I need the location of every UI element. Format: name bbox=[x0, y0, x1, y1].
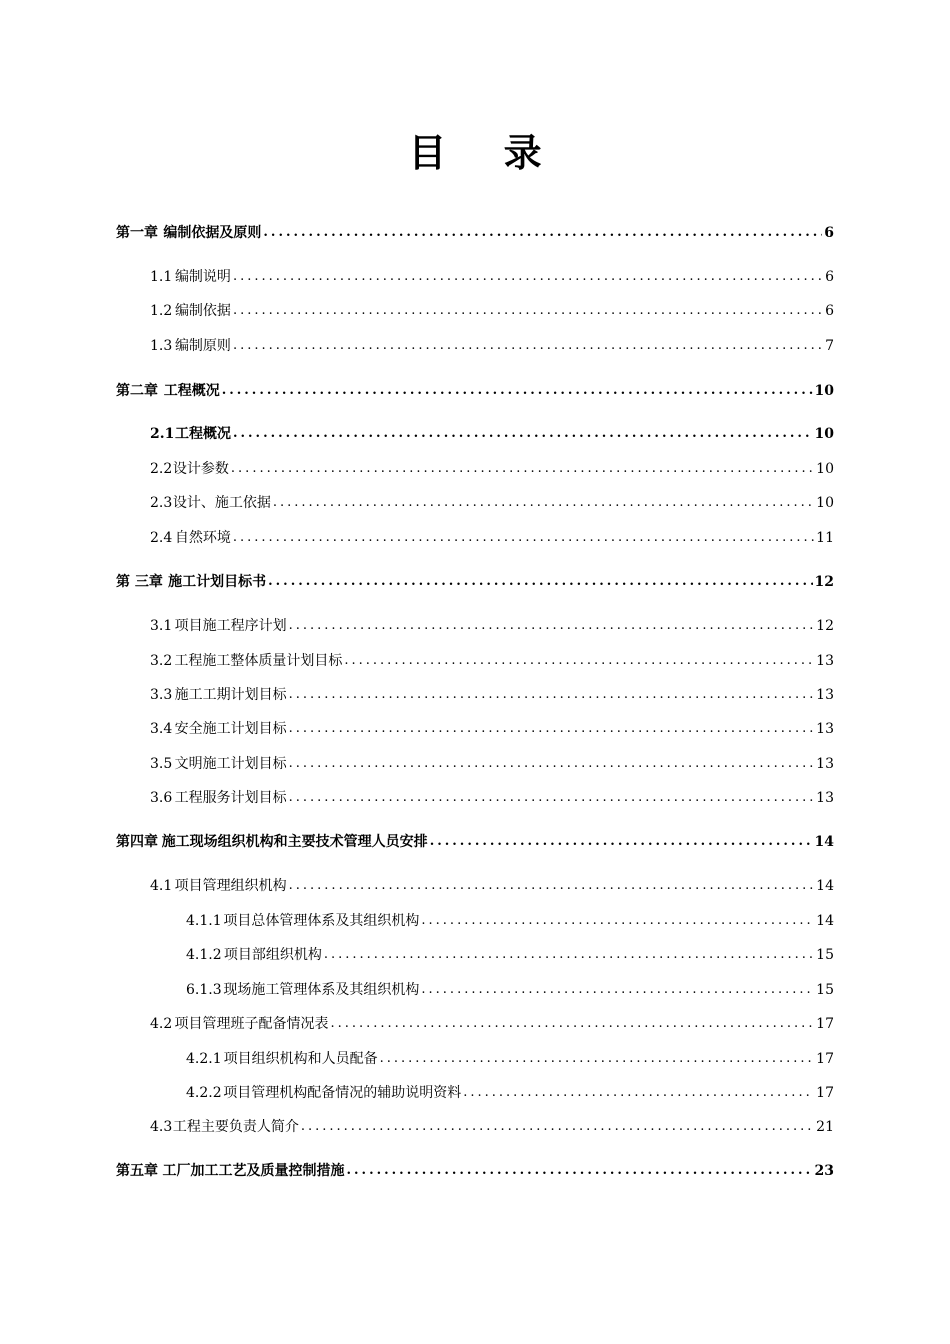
toc-entry-number: 4.1 bbox=[150, 878, 173, 894]
toc-entry-number: 第一章 bbox=[116, 225, 158, 241]
toc-dot-leader bbox=[330, 1013, 814, 1035]
toc-entry-title: 设计、施工依据 bbox=[172, 495, 271, 511]
toc-entry[interactable] bbox=[150, 492, 834, 514]
toc-entry[interactable] bbox=[150, 1013, 834, 1035]
toc-entry-page-number: 13 bbox=[816, 721, 834, 737]
toc-dot-leader bbox=[463, 1082, 814, 1104]
toc-entry-page-number: 6 bbox=[825, 269, 834, 285]
page-title: 目 录 bbox=[408, 130, 564, 175]
toc-entry-number: 6.1.3 bbox=[186, 982, 222, 998]
toc-entry-page-number: 14 bbox=[816, 913, 834, 929]
toc-dot-leader bbox=[222, 380, 813, 402]
toc-entry-page-number: 7 bbox=[825, 338, 834, 354]
toc-entry-page-number: 13 bbox=[816, 653, 834, 669]
toc-entry-number: 3.6 bbox=[150, 790, 173, 806]
toc-dot-leader bbox=[233, 527, 814, 549]
toc-entry-page-number: 23 bbox=[814, 1163, 834, 1179]
toc-entry-page-number: 14 bbox=[816, 878, 834, 894]
toc-entry-number: 第五章 bbox=[116, 1163, 158, 1179]
toc-entry[interactable] bbox=[150, 875, 834, 897]
toc-entry-page-number: 17 bbox=[816, 1085, 834, 1101]
toc-entry-title: 项目管理组织机构 bbox=[174, 878, 287, 894]
toc-entry-number: 1.1 bbox=[150, 269, 173, 285]
toc-entry-title: 施工计划目标书 bbox=[168, 574, 267, 590]
toc-entry-title: 工程服务计划目标 bbox=[174, 790, 287, 806]
toc-entry-number: 4.2.1 bbox=[186, 1051, 222, 1067]
toc-dot-leader bbox=[268, 571, 812, 593]
toc-entry-number: 3.3 bbox=[150, 687, 173, 703]
toc-entry[interactable] bbox=[116, 571, 834, 593]
toc-entry-title: 项目施工程序计划 bbox=[174, 618, 287, 634]
toc-entry-number: 3.5 bbox=[150, 756, 173, 772]
toc-entry[interactable] bbox=[150, 527, 834, 549]
toc-entry[interactable] bbox=[150, 266, 834, 288]
toc-entry[interactable] bbox=[116, 222, 834, 244]
toc-entry-title: 编制依据及原则 bbox=[163, 225, 262, 241]
toc-entry-page-number: 17 bbox=[816, 1016, 834, 1032]
toc-entry-title: 安全施工计划目标 bbox=[174, 721, 287, 737]
toc-entry[interactable] bbox=[150, 300, 834, 322]
toc-entry-title: 工程主要负责人简介 bbox=[172, 1119, 299, 1135]
toc-entry[interactable] bbox=[116, 380, 834, 402]
toc-entry[interactable] bbox=[150, 753, 834, 775]
toc-entry-number: 4.2 bbox=[150, 1016, 173, 1032]
toc-dot-leader bbox=[273, 492, 814, 514]
toc-entry-page-number: 6 bbox=[824, 225, 834, 241]
toc-dot-leader bbox=[233, 300, 822, 322]
toc-entry-title: 工程施工整体质量计划目标 bbox=[174, 653, 343, 669]
toc-entry-number: 4.1.2 bbox=[186, 947, 222, 963]
toc-entry[interactable] bbox=[186, 910, 834, 932]
toc-entry-title: 工厂加工工艺及质量控制措施 bbox=[162, 1163, 345, 1179]
toc-entry[interactable] bbox=[150, 718, 834, 740]
toc-dot-leader bbox=[289, 684, 815, 706]
toc-entry-title: 编制说明 bbox=[174, 269, 231, 285]
toc-entry-title: 项目管理机构配备情况的辅助说明资料 bbox=[223, 1085, 462, 1101]
toc-dot-leader bbox=[347, 1160, 813, 1182]
toc-entry[interactable] bbox=[150, 650, 834, 672]
toc-entry[interactable] bbox=[150, 615, 834, 637]
toc-entry[interactable] bbox=[150, 1116, 834, 1138]
toc-entry[interactable] bbox=[150, 335, 834, 357]
toc-dot-leader bbox=[289, 875, 815, 897]
toc-dot-leader bbox=[263, 222, 822, 244]
toc-entry-page-number: 10 bbox=[816, 495, 834, 511]
toc-entry-page-number: 6 bbox=[825, 303, 834, 319]
toc-entry[interactable] bbox=[116, 831, 834, 853]
toc-entry-page-number: 14 bbox=[814, 834, 834, 850]
toc-entry-number: 第四章 bbox=[116, 834, 158, 850]
toc-entry[interactable] bbox=[150, 423, 834, 445]
toc-entry-number: 4.1.1 bbox=[186, 913, 222, 929]
toc-dot-leader bbox=[380, 1048, 815, 1070]
toc-entry-number: 2.2 bbox=[150, 461, 173, 477]
toc-dot-leader bbox=[344, 650, 814, 672]
toc-entry-page-number: 10 bbox=[814, 426, 834, 442]
toc-entry-title: 自然环境 bbox=[174, 530, 231, 546]
toc-dot-leader bbox=[430, 831, 813, 853]
toc-entry-number: 4.2.2 bbox=[186, 1085, 222, 1101]
toc-entry-title: 设计参数 bbox=[172, 461, 229, 477]
toc-dot-leader bbox=[233, 335, 822, 357]
toc-entry-number: 2.4 bbox=[150, 530, 173, 546]
toc-entry-page-number: 11 bbox=[816, 530, 834, 546]
toc-dot-leader bbox=[233, 266, 822, 288]
toc-entry-title: 文明施工计划目标 bbox=[174, 756, 287, 772]
toc-entry-title: 编制原则 bbox=[174, 338, 231, 354]
toc-entry-page-number: 10 bbox=[816, 461, 834, 477]
toc-entry[interactable] bbox=[150, 684, 834, 706]
toc-dot-leader bbox=[289, 615, 815, 637]
toc-entry-number: 2.1 bbox=[150, 426, 175, 442]
toc-entry-page-number: 13 bbox=[816, 756, 834, 772]
toc-entry-title: 工程概况 bbox=[163, 383, 220, 399]
toc-entry-page-number: 12 bbox=[814, 574, 834, 590]
toc-entry[interactable] bbox=[186, 979, 834, 1001]
toc-entry-title: 项目总体管理体系及其组织机构 bbox=[223, 913, 420, 929]
toc-entry[interactable] bbox=[186, 1082, 834, 1104]
toc-entry-number: 1.2 bbox=[150, 303, 173, 319]
toc-entry-number: 4.3 bbox=[150, 1119, 173, 1135]
toc-entry-title: 工程概况 bbox=[174, 426, 231, 442]
toc-dot-leader bbox=[289, 753, 815, 775]
toc-entry[interactable] bbox=[150, 787, 834, 809]
toc-dot-leader bbox=[231, 458, 814, 480]
toc-entry-number: 第二章 bbox=[116, 383, 158, 399]
toc-entry-title: 施工工期计划目标 bbox=[174, 687, 287, 703]
toc-dot-leader bbox=[289, 787, 815, 809]
toc-entry-page-number: 15 bbox=[816, 982, 834, 998]
toc-entry[interactable] bbox=[150, 458, 834, 480]
toc-entry-number: 2.3 bbox=[150, 495, 173, 511]
toc-entry-page-number: 10 bbox=[814, 383, 834, 399]
toc-entry-title: 项目部组织机构 bbox=[223, 947, 322, 963]
toc-dot-leader bbox=[233, 423, 813, 445]
toc-entry-title: 项目管理班子配备情况表 bbox=[174, 1016, 329, 1032]
toc-entry[interactable] bbox=[186, 944, 834, 966]
toc-entry[interactable] bbox=[116, 1160, 834, 1182]
toc-entry-number: 3.1 bbox=[150, 618, 173, 634]
toc-entry-page-number: 21 bbox=[816, 1119, 834, 1135]
toc-dot-leader bbox=[421, 910, 814, 932]
toc-entry-page-number: 13 bbox=[816, 790, 834, 806]
toc-entry-title: 施工现场组织机构和主要技术管理人员安排 bbox=[161, 834, 428, 850]
toc-entry-title: 现场施工管理体系及其组织机构 bbox=[223, 982, 420, 998]
toc-entry-page-number: 15 bbox=[816, 947, 834, 963]
toc-dot-leader bbox=[421, 979, 814, 1001]
toc-entry-number: 第 三章 bbox=[116, 574, 163, 590]
toc-entry[interactable] bbox=[186, 1048, 834, 1070]
toc-entry-title: 项目组织机构和人员配备 bbox=[223, 1051, 378, 1067]
toc-entry-number: 3.2 bbox=[150, 653, 173, 669]
toc-entry-page-number: 13 bbox=[816, 687, 834, 703]
toc-entry-title: 编制依据 bbox=[174, 303, 231, 319]
toc-entry-number: 1.3 bbox=[150, 338, 173, 354]
toc-dot-leader bbox=[289, 718, 815, 740]
toc-dot-leader bbox=[301, 1116, 814, 1138]
toc-entry-page-number: 17 bbox=[816, 1051, 834, 1067]
toc-entry-page-number: 12 bbox=[816, 618, 834, 634]
toc-dot-leader bbox=[324, 944, 814, 966]
toc-entry-number: 3.4 bbox=[150, 721, 173, 737]
